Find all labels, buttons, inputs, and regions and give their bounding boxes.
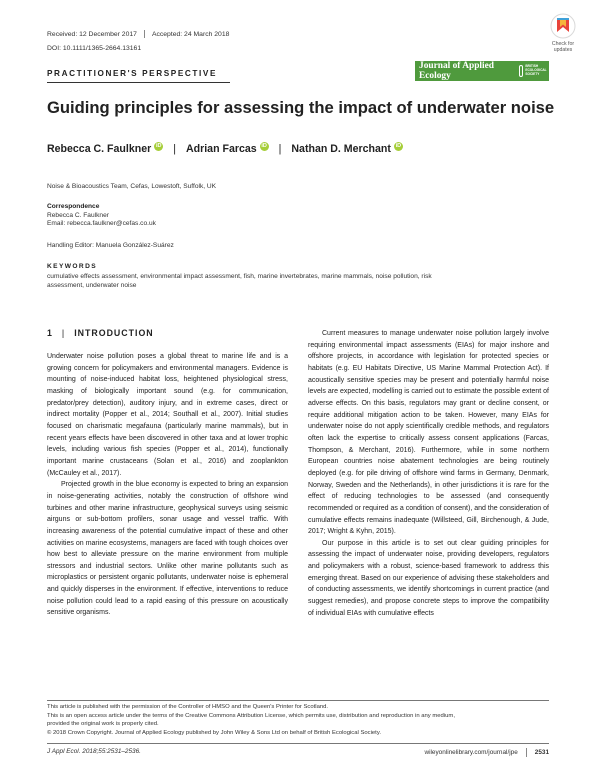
paragraph: Our purpose in this article is to set out clear guiding principles for assessing the impact of underwater noise, providing developers, regulators and policymakers with a robust, science-based framework to address this emerging threat. Based on our experience of advising these stakeholders and of conducting assessments, we identify shortcomings in current practice (and suggest remedies), and propose concrete steps to improve the compatibility of individual EIAs with cumulative effects — [308, 539, 549, 617]
keywords-line: cumulative effects assessment, environmental impact assessment, fish, marine invertebrates, marine mammals, noise pollution, risk — [47, 273, 432, 280]
society-logo — [519, 63, 549, 79]
author-list — [47, 143, 413, 155]
copyright-note: © 2018 Crown Copyright. Journal of Applied Ecology published by John Wiley & Sons Ltd on behalf of British Ecological Society. — [47, 730, 381, 736]
section-separator: | — [61, 328, 66, 338]
divider — [47, 700, 549, 701]
affiliation: Noise & Bioacoustics Team, Cefas, Lowestoft, Suffolk, UK — [47, 183, 217, 190]
body-column-right — [308, 328, 549, 619]
received-date: Received: 12 December 2017 — [47, 30, 137, 38]
body-column-left — [47, 351, 288, 619]
section-title: INTRODUCTION — [74, 328, 154, 338]
society-name: BRITISH ECOLOGICAL SOCIETY — [525, 64, 547, 76]
keywords-heading: KEYWORDS — [47, 263, 98, 270]
author-separator: | — [278, 143, 282, 155]
society-mark-icon — [519, 65, 523, 77]
page-footer-right — [424, 748, 549, 757]
author-name[interactable]: Nathan D. Merchant — [291, 143, 391, 155]
accepted-date: Accepted: 24 March 2018 — [151, 30, 230, 38]
correspondence-block — [47, 203, 156, 229]
orcid-icon[interactable]: iD — [155, 142, 162, 149]
correspondence-name: Rebecca C. Faulkner — [47, 211, 109, 219]
article-type: PRACTITIONER'S PERSPECTIVE — [47, 69, 218, 78]
correspondence-heading: Correspondence — [47, 203, 100, 210]
divider — [144, 30, 145, 38]
check-for-updates-button[interactable] — [543, 12, 583, 52]
section-heading — [47, 328, 154, 338]
page-number: 2531 — [534, 749, 549, 756]
keywords-line: assessment, underwater noise — [47, 281, 137, 289]
author-name[interactable]: Adrian Farcas — [185, 143, 257, 155]
author-separator: | — [173, 143, 176, 155]
article-title: Guiding principles for assessing the impact of underwater noise — [47, 98, 555, 117]
journal-url[interactable]: wileyonlinelibrary.com/journal/jpe — [424, 749, 518, 756]
orcid-icon[interactable]: iD — [261, 142, 267, 149]
paragraph: Projected growth in the blue economy is expected to bring an expansion in noise-generating activities, notably the construction of offshore wind turbines and other marine infrastructure, geophysical surveys using seismic airguns or sub-bottom profilers, sonar usage and vessel traffic. With increasing awareness of the potential cumulative impact of these and other activities on marine ecosystems, managers are faced with tough choices over how best to alleviate pressure on the marine environment from multiple stressors and industrial sectors. Unlike other marine pollutants such as microplastics or persistent organic pollutants, underwater noise is ephemeral and quickly disperses in the environment. If effective, interventions to reduce noise pollution could lead to a rapid easing of this pressure on acoustically sensitive organisms. — [47, 481, 288, 617]
license-note: This is an open access article under the terms of the Creative Commons Attribution License, which permits use, distribution and reproduction in any medium, — [47, 713, 455, 719]
paragraph: Underwater noise pollution poses a global threat to marine life and is a growing concern for policymakers and environmental managers. Evidence is mounting of noise-induced habitat loss, heightened physiological stress, masking of biologically important sound (e.g. for communication, predator/prey detection), auditory injury, and in extreme cases, direct or indirect mortality (Popper et al., 2014; Southall et al., 2007). Initial studies focused on charismatic megafauna (particularly marine mammals), but in recent years effects have been discovered in other taxa and at lower trophic levels, including various fish species (Popper et al., 2014), functionally important marine crustaceans (Solan et al., 2016) and zooplankton (McCauley et al., 2017). — [47, 353, 288, 477]
correspondence-email[interactable]: Email: rebecca.faulkner@cefas.co.uk — [47, 220, 156, 228]
doi-link[interactable]: DOI: 10.1111/1365-2664.13161 — [47, 45, 142, 52]
article-dates — [47, 30, 229, 38]
license-note: provided the original work is properly cited. — [47, 721, 159, 727]
crossmark-icon — [543, 12, 583, 42]
divider — [47, 743, 549, 744]
divider — [526, 748, 527, 757]
author-name[interactable]: Rebecca C. Faulkner — [47, 143, 152, 155]
divider — [47, 82, 230, 83]
handling-editor: Handling Editor: Manuela González-Suárez — [47, 242, 174, 249]
footnote: This article is published with the permission of the Controller of HMSO and the Queen's Printer for Scotland. — [47, 704, 329, 710]
keywords-list — [47, 273, 549, 290]
citation: J Appl Ecol. 2018;55:2531–2536. — [47, 748, 141, 755]
section-number: 1 — [47, 328, 53, 338]
check-for-updates-label: Check for updates — [551, 41, 575, 53]
journal-logo[interactable] — [415, 61, 549, 81]
journal-name: Journal of Applied Ecology — [419, 61, 495, 81]
paragraph: Current measures to manage underwater noise pollution largely involve requiring environmental impact assessments (EIAs) for major inshore and offshore projects, in accordance with legislation for protected species or habitats (e.g. EU Habitats Directive, US Marine Mammal Protection Act). If acoustically sensitive species may be present and potentially harmful noise levels are expected, modelling is carried out to estimate the possible extent of adverse effects. On this basis, regulators may grant or decline consent, or require additional mitigation action to be taken. However, many EIAs for underwater noise do not apply scientifically credible methods, and regulators often lack the expertise to critically assess consent applications (Farcas, Thompson, & Merchant, 2016). Furthermore, while in some northern European countries noise abatement technologies are being routinely deployed (e.g. for pile driving of offshore wind farms in Germany, Denmark, Norway, Sweden and the Netherlands), in other jurisdictions it is rare for the effect of reducing technologies to be assessed (and consequently recommended or required as a condition of consent), and the consideration of cumulative effects remains inadequate (Willsteed, Gill, Birchenough, & Jude, 2017; Wright & Kyhn, 2015). — [308, 330, 549, 536]
orcid-icon[interactable]: iD — [395, 142, 402, 149]
